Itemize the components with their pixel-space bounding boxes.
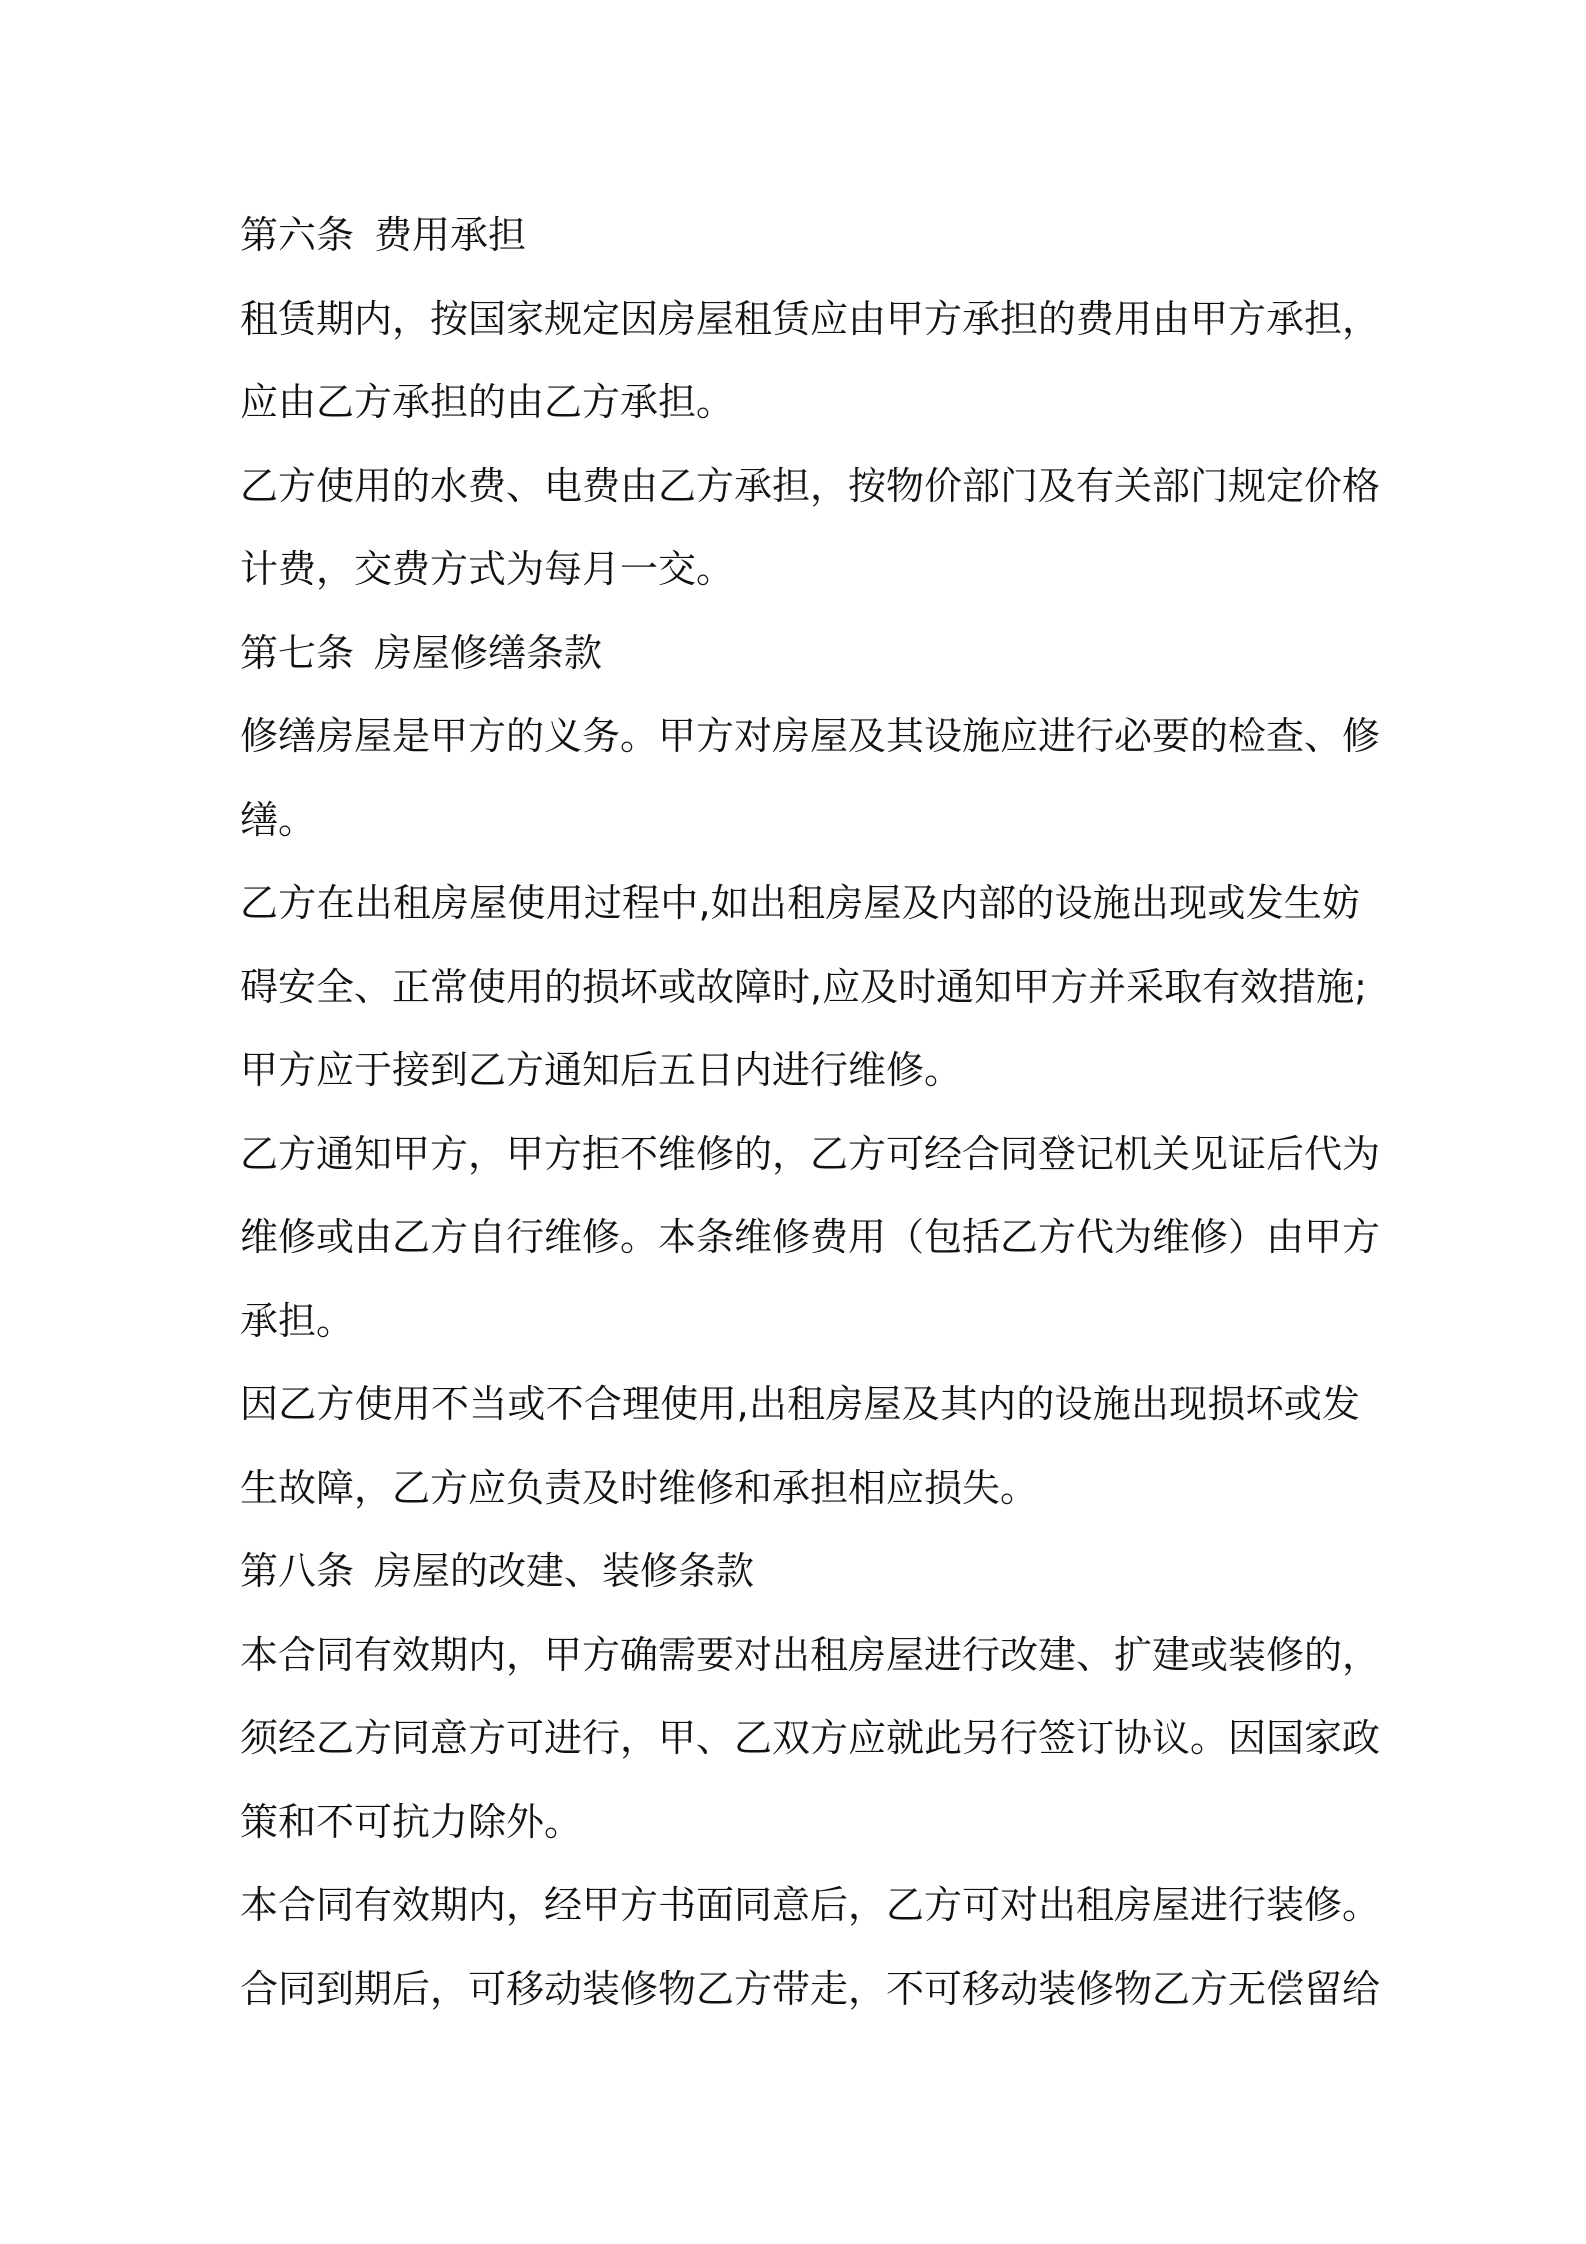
article-8-heading <box>240 1530 1360 1614</box>
article-8-title: 房屋的改建、装修条款 <box>374 1549 755 1593</box>
text-line: 甲方应于接到乙方通知后五日内进行维修。 <box>240 1048 963 1092</box>
text-line: 修缮房屋是甲方的义务。甲方对房屋及其设施应进行必要的检查、修 <box>240 714 1381 758</box>
article-7-heading <box>240 612 1360 696</box>
article-7-number: 第七条 <box>240 630 355 675</box>
article-7-paragraph-2 <box>240 862 1367 1113</box>
text-line: 乙方通知甲方，甲方拒不维修的，乙方可经合同登记机关见证后代为 <box>240 1131 1381 1176</box>
text-line: 因乙方使用不当或不合理使用,出租房屋及其内的设施出现损坏或发 <box>240 1382 1360 1426</box>
text-line: 合同到期后，可移动装修物乙方带走，不可移动装修物乙方无偿留给 <box>240 1966 1381 2011</box>
article-7-paragraph-4 <box>240 1363 1360 1530</box>
article-6-title: 费用承担 <box>374 213 527 257</box>
text-line: 乙方使用的水费、电费由乙方承担，按物价部门及有关部门规定价格 <box>240 463 1381 508</box>
text-line: 须经乙方同意方可进行，甲、乙双方应就此另行签订协议。因国家政 <box>240 1716 1381 1760</box>
text-line: 租赁期内，按国家规定因房屋租赁应由甲方承担的费用由甲方承担， <box>240 296 1381 341</box>
text-line: 计费，交费方式为每月一交。 <box>240 547 735 591</box>
text-line: 生故障，乙方应负责及时维修和承担相应损失。 <box>240 1465 1039 1510</box>
article-6-number: 第六条 <box>240 213 355 257</box>
article-6-paragraph-1 <box>240 278 1381 445</box>
article-7-paragraph-3 <box>240 1113 1381 1364</box>
text-line: 乙方在出租房屋使用过程中,如出租房屋及内部的设施出现或发生妨 <box>240 881 1360 925</box>
text-line: 本合同有效期内，经甲方书面同意后，乙方可对出租房屋进行装修。 <box>240 1883 1381 1927</box>
text-line: 承担。 <box>240 1298 355 1343</box>
text-line: 碍安全、正常使用的损坏或故障时,应及时通知甲方并采取有效措施; <box>240 964 1367 1009</box>
text-line: 维修或由乙方自行维修。本条维修费用（包括乙方代为维修）由甲方 <box>240 1215 1381 1259</box>
article-8-paragraph-2 <box>240 1864 1381 2031</box>
text-line: 本合同有效期内，甲方确需要对出租房屋进行改建、扩建或装修的， <box>240 1632 1381 1677</box>
text-line: 应由乙方承担的由乙方承担。 <box>240 380 735 424</box>
text-line: 策和不可抗力除外。 <box>240 1799 583 1844</box>
article-8-paragraph-1 <box>240 1614 1381 1865</box>
document-body <box>240 194 1381 2031</box>
article-6-heading <box>240 194 1360 278</box>
article-8-number: 第八条 <box>240 1549 355 1593</box>
article-6-paragraph-2 <box>240 445 1381 612</box>
text-line: 缮。 <box>240 797 317 842</box>
article-7-title: 房屋修缮条款 <box>374 630 603 675</box>
article-7-paragraph-1 <box>240 695 1381 862</box>
